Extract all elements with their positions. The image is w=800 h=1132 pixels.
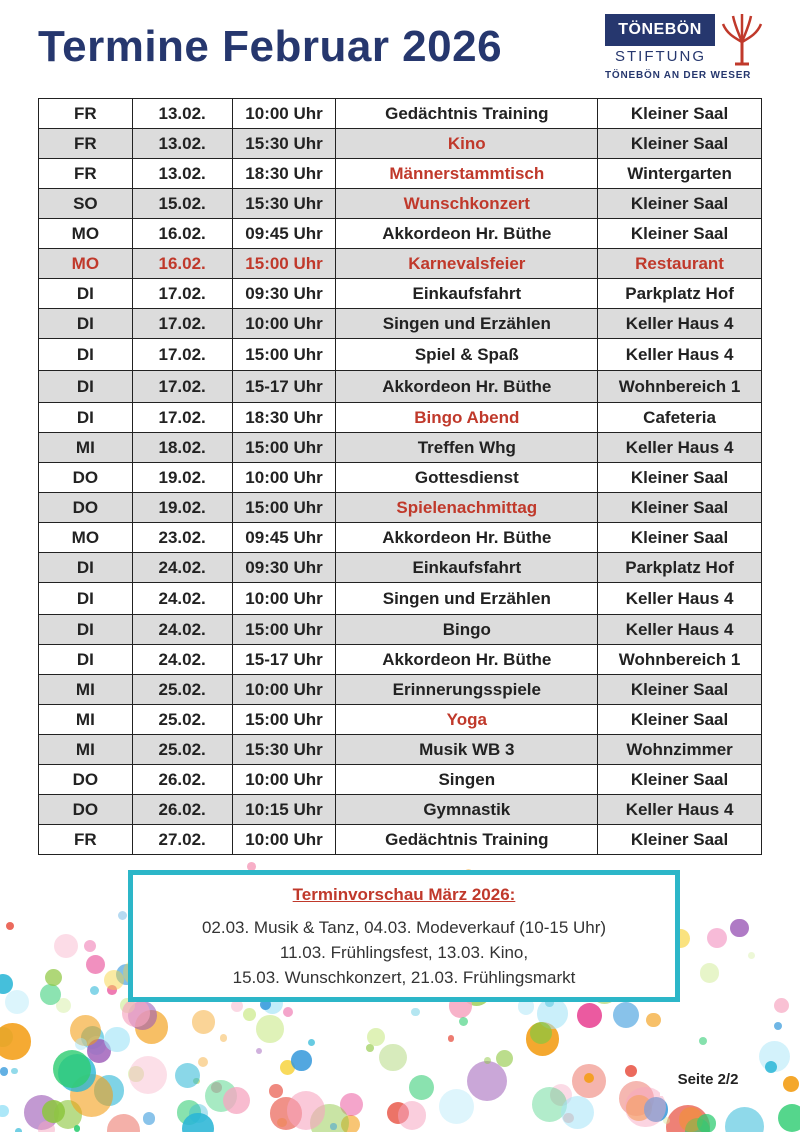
cell-location: Kleiner Saal	[598, 129, 762, 159]
cell-day: MI	[39, 675, 133, 705]
table-row	[39, 825, 762, 855]
cell-date: 16.02.	[132, 249, 232, 279]
logo-sub: STIFTUNG	[615, 48, 706, 65]
table-row	[39, 583, 762, 615]
confetti-dot	[53, 1050, 91, 1088]
preview-line: 15.03. Wunschkonzert, 21.03. Frühlingsmarkt	[232, 968, 576, 987]
cell-day: FR	[39, 825, 133, 855]
confetti-dot	[243, 1008, 256, 1021]
cell-location: Kleiner Saal	[598, 675, 762, 705]
cell-date: 13.02.	[132, 99, 232, 129]
preview-title: Terminvorschau März 2026:	[292, 885, 516, 904]
cell-time: 18:30 Uhr	[232, 403, 336, 433]
cell-day: MO	[39, 523, 133, 553]
event-schedule-table	[38, 98, 762, 855]
confetti-dot	[700, 963, 720, 983]
logo-name: TÖNEBÖN	[605, 14, 715, 46]
table-row	[39, 189, 762, 219]
confetti-dot	[256, 1015, 283, 1042]
cell-day: DI	[39, 339, 133, 371]
cell-date: 26.02.	[132, 795, 232, 825]
cell-event: Akkordeon Hr. Büthe	[336, 523, 598, 553]
confetti-dot	[283, 1007, 293, 1017]
confetti-dot	[484, 1057, 491, 1064]
cell-date: 24.02.	[132, 553, 232, 583]
cell-event: Einkaufsfahrt	[336, 553, 598, 583]
cell-event: Gedächtnis Training	[336, 825, 598, 855]
cell-time: 09:30 Uhr	[232, 553, 336, 583]
confetti-dot	[0, 1023, 31, 1059]
cell-event: Singen	[336, 765, 598, 795]
cell-date: 24.02.	[132, 645, 232, 675]
cell-time: 10:00 Uhr	[232, 99, 336, 129]
confetti-dot	[287, 1091, 325, 1129]
cell-time: 15:00 Uhr	[232, 433, 336, 463]
cell-event: Spiel & Spaß	[336, 339, 598, 371]
foundation-logo	[605, 12, 775, 84]
cell-location: Wohnzimmer	[598, 735, 762, 765]
preview-line: 11.03. Frühlingsfest, 13.03. Kino,	[279, 943, 529, 962]
confetti-dot	[129, 1056, 167, 1094]
preview-line: 02.03. Musik & Tanz, 04.03. Modeverkauf (10-15 Uhr)	[201, 918, 607, 937]
table-row	[39, 735, 762, 765]
confetti-dot	[231, 1000, 243, 1012]
cell-day: DI	[39, 309, 133, 339]
confetti-dot	[107, 1114, 141, 1132]
cell-date: 23.02.	[132, 523, 232, 553]
confetti-dot	[367, 1028, 385, 1046]
cell-date: 17.02.	[132, 371, 232, 403]
table-row	[39, 309, 762, 339]
confetti-dot	[291, 1050, 312, 1071]
cell-event: Erinnerungsspiele	[336, 675, 598, 705]
cell-event: Kino	[336, 129, 598, 159]
cell-date: 13.02.	[132, 129, 232, 159]
confetti-dot	[613, 1002, 640, 1029]
table-row	[39, 403, 762, 433]
confetti-dot	[198, 1057, 208, 1067]
confetti-dot	[379, 1044, 407, 1072]
confetti-dot	[308, 1039, 315, 1046]
confetti-dot	[75, 1038, 88, 1051]
cell-location: Keller Haus 4	[598, 795, 762, 825]
cell-date: 17.02.	[132, 309, 232, 339]
cell-day: MI	[39, 705, 133, 735]
cell-date: 16.02.	[132, 219, 232, 249]
confetti-dot	[778, 1104, 800, 1132]
cell-day: DI	[39, 371, 133, 403]
confetti-dot	[748, 952, 755, 959]
cell-event: Bingo	[336, 615, 598, 645]
cell-time: 15:00 Uhr	[232, 339, 336, 371]
cell-date: 25.02.	[132, 705, 232, 735]
table-row	[39, 645, 762, 675]
cell-location: Wintergarten	[598, 159, 762, 189]
cell-date: 19.02.	[132, 463, 232, 493]
cell-location: Kleiner Saal	[598, 493, 762, 523]
cell-day: MO	[39, 249, 133, 279]
confetti-dot	[584, 1073, 594, 1083]
cell-date: 25.02.	[132, 675, 232, 705]
confetti-dot	[625, 1065, 638, 1078]
cell-time: 15-17 Uhr	[232, 645, 336, 675]
cell-date: 24.02.	[132, 583, 232, 615]
confetti-dot	[11, 1068, 17, 1074]
cell-time: 15:00 Uhr	[232, 249, 336, 279]
confetti-dot	[122, 999, 149, 1026]
cell-day: FR	[39, 129, 133, 159]
table-row	[39, 159, 762, 189]
table-row	[39, 279, 762, 309]
cell-event: Akkordeon Hr. Büthe	[336, 371, 598, 403]
cell-day: FR	[39, 159, 133, 189]
cell-event: Karnevalsfeier	[336, 249, 598, 279]
cell-time: 09:30 Uhr	[232, 279, 336, 309]
cell-time: 15:30 Uhr	[232, 129, 336, 159]
cell-event: Wunschkonzert	[336, 189, 598, 219]
cell-location: Restaurant	[598, 249, 762, 279]
cell-date: 26.02.	[132, 765, 232, 795]
confetti-dot	[118, 911, 127, 920]
cell-location: Keller Haus 4	[598, 433, 762, 463]
cell-day: DI	[39, 645, 133, 675]
cell-time: 18:30 Uhr	[232, 159, 336, 189]
confetti-dot	[697, 1114, 715, 1132]
page-number: Seite 2/2	[660, 1062, 756, 1096]
confetti-dot	[774, 998, 789, 1013]
cell-time: 10:15 Uhr	[232, 795, 336, 825]
cell-day: DI	[39, 583, 133, 615]
table-row	[39, 795, 762, 825]
cell-event: Gedächtnis Training	[336, 99, 598, 129]
table-row	[39, 371, 762, 403]
cell-time: 15:00 Uhr	[232, 493, 336, 523]
cell-location: Keller Haus 4	[598, 583, 762, 615]
confetti-dot	[398, 1101, 426, 1129]
cell-location: Kleiner Saal	[598, 219, 762, 249]
cell-event: Einkaufsfahrt	[336, 279, 598, 309]
cell-event: Gottesdienst	[336, 463, 598, 493]
cell-event: Spielenachmittag	[336, 493, 598, 523]
cell-time: 15:30 Uhr	[232, 189, 336, 219]
cell-time: 15:30 Uhr	[232, 735, 336, 765]
confetti-dot	[220, 1034, 228, 1042]
cell-event: Singen und Erzählen	[336, 583, 598, 615]
confetti-dot	[104, 1027, 129, 1052]
table-row	[39, 339, 762, 371]
cell-event: Musik WB 3	[336, 735, 598, 765]
confetti-dot	[467, 1061, 507, 1101]
table-row	[39, 249, 762, 279]
confetti-dot	[561, 1096, 594, 1129]
cell-time: 10:00 Uhr	[232, 309, 336, 339]
confetti-dot	[783, 1076, 799, 1092]
confetti-dot	[496, 1050, 513, 1067]
cell-day: MO	[39, 219, 133, 249]
cell-day: DO	[39, 493, 133, 523]
table-row	[39, 463, 762, 493]
march-preview-box	[128, 870, 680, 1002]
confetti-dot	[699, 1037, 707, 1045]
confetti-dot	[192, 1010, 216, 1034]
confetti-dot	[439, 1089, 474, 1124]
cell-location: Kleiner Saal	[598, 825, 762, 855]
table-row	[39, 705, 762, 735]
cell-location: Keller Haus 4	[598, 339, 762, 371]
cell-day: MI	[39, 433, 133, 463]
cell-location: Kleiner Saal	[598, 523, 762, 553]
cell-day: DI	[39, 403, 133, 433]
cell-location: Cafeteria	[598, 403, 762, 433]
table-row	[39, 219, 762, 249]
confetti-dot	[725, 1107, 764, 1132]
page-title: Termine Februar 2026	[38, 22, 503, 71]
tree-icon	[717, 12, 767, 66]
cell-date: 19.02.	[132, 493, 232, 523]
table-row	[39, 523, 762, 553]
confetti-dot	[256, 1048, 263, 1055]
confetti-dot	[223, 1087, 250, 1114]
cell-day: DO	[39, 765, 133, 795]
cell-time: 10:00 Uhr	[232, 463, 336, 493]
table-row	[39, 615, 762, 645]
cell-date: 17.02.	[132, 403, 232, 433]
cell-day: SO	[39, 189, 133, 219]
confetti-dot	[409, 1075, 434, 1100]
cell-location: Keller Haus 4	[598, 615, 762, 645]
cell-location: Keller Haus 4	[598, 309, 762, 339]
confetti-dot	[74, 1125, 80, 1131]
table-row	[39, 129, 762, 159]
logo-tagline: TÖNEBÖN AN DER WESER	[605, 70, 752, 81]
confetti-dot	[707, 928, 727, 948]
confetti-dot	[84, 940, 96, 952]
cell-time: 09:45 Uhr	[232, 523, 336, 553]
cell-time: 10:00 Uhr	[232, 825, 336, 855]
cell-location: Kleiner Saal	[598, 765, 762, 795]
cell-location: Kleiner Saal	[598, 463, 762, 493]
cell-location: Wohnbereich 1	[598, 371, 762, 403]
table-row	[39, 99, 762, 129]
cell-day: DI	[39, 279, 133, 309]
cell-day: DO	[39, 463, 133, 493]
confetti-dot	[459, 1017, 468, 1026]
cell-date: 15.02.	[132, 189, 232, 219]
cell-event: Bingo Abend	[336, 403, 598, 433]
confetti-dot	[54, 934, 78, 958]
cell-date: 17.02.	[132, 279, 232, 309]
table-row	[39, 765, 762, 795]
confetti-dot	[0, 1067, 8, 1076]
cell-day: MI	[39, 735, 133, 765]
cell-time: 10:00 Uhr	[232, 675, 336, 705]
confetti-dot	[90, 986, 99, 995]
confetti-dot	[5, 990, 29, 1014]
cell-location: Parkplatz Hof	[598, 553, 762, 583]
cell-time: 15-17 Uhr	[232, 371, 336, 403]
table-row	[39, 493, 762, 523]
cell-event: Singen und Erzählen	[336, 309, 598, 339]
cell-location: Parkplatz Hof	[598, 279, 762, 309]
cell-day: DI	[39, 553, 133, 583]
confetti-dot	[6, 922, 14, 930]
cell-date: 17.02.	[132, 339, 232, 371]
confetti-dot	[269, 1084, 283, 1098]
cell-event: Treffen Whg	[336, 433, 598, 463]
confetti-dot	[330, 1123, 336, 1129]
cell-event: Yoga	[336, 705, 598, 735]
cell-date: 27.02.	[132, 825, 232, 855]
cell-location: Kleiner Saal	[598, 189, 762, 219]
cell-time: 10:00 Uhr	[232, 765, 336, 795]
cell-day: DO	[39, 795, 133, 825]
cell-time: 09:45 Uhr	[232, 219, 336, 249]
confetti-dot	[143, 1112, 156, 1125]
cell-location: Kleiner Saal	[598, 705, 762, 735]
table-row	[39, 675, 762, 705]
confetti-dot	[15, 1128, 22, 1132]
cell-date: 24.02.	[132, 615, 232, 645]
cell-time: 15:00 Uhr	[232, 705, 336, 735]
cell-event: Akkordeon Hr. Büthe	[336, 219, 598, 249]
cell-location: Wohnbereich 1	[598, 645, 762, 675]
cell-date: 18.02.	[132, 433, 232, 463]
confetti-dot	[774, 1022, 782, 1030]
cell-day: FR	[39, 99, 133, 129]
confetti-dot	[104, 970, 124, 990]
confetti-dot	[86, 955, 105, 974]
confetti-dot	[182, 1113, 214, 1132]
confetti-dot	[577, 1003, 602, 1028]
table-row	[39, 433, 762, 463]
confetti-dot	[45, 969, 62, 986]
cell-time: 15:00 Uhr	[232, 615, 336, 645]
cell-day: DI	[39, 615, 133, 645]
confetti-dot	[730, 919, 749, 938]
table-row	[39, 553, 762, 583]
cell-event: Männerstammtisch	[336, 159, 598, 189]
confetti-dot	[646, 1013, 661, 1028]
cell-event: Akkordeon Hr. Büthe	[336, 645, 598, 675]
confetti-dot	[0, 1105, 9, 1118]
cell-time: 10:00 Uhr	[232, 583, 336, 615]
cell-date: 25.02.	[132, 735, 232, 765]
cell-location: Kleiner Saal	[598, 99, 762, 129]
cell-date: 13.02.	[132, 159, 232, 189]
cell-event: Gymnastik	[336, 795, 598, 825]
confetti-dot	[175, 1063, 200, 1088]
confetti-dot	[411, 1008, 419, 1016]
confetti-dot	[448, 1035, 455, 1042]
